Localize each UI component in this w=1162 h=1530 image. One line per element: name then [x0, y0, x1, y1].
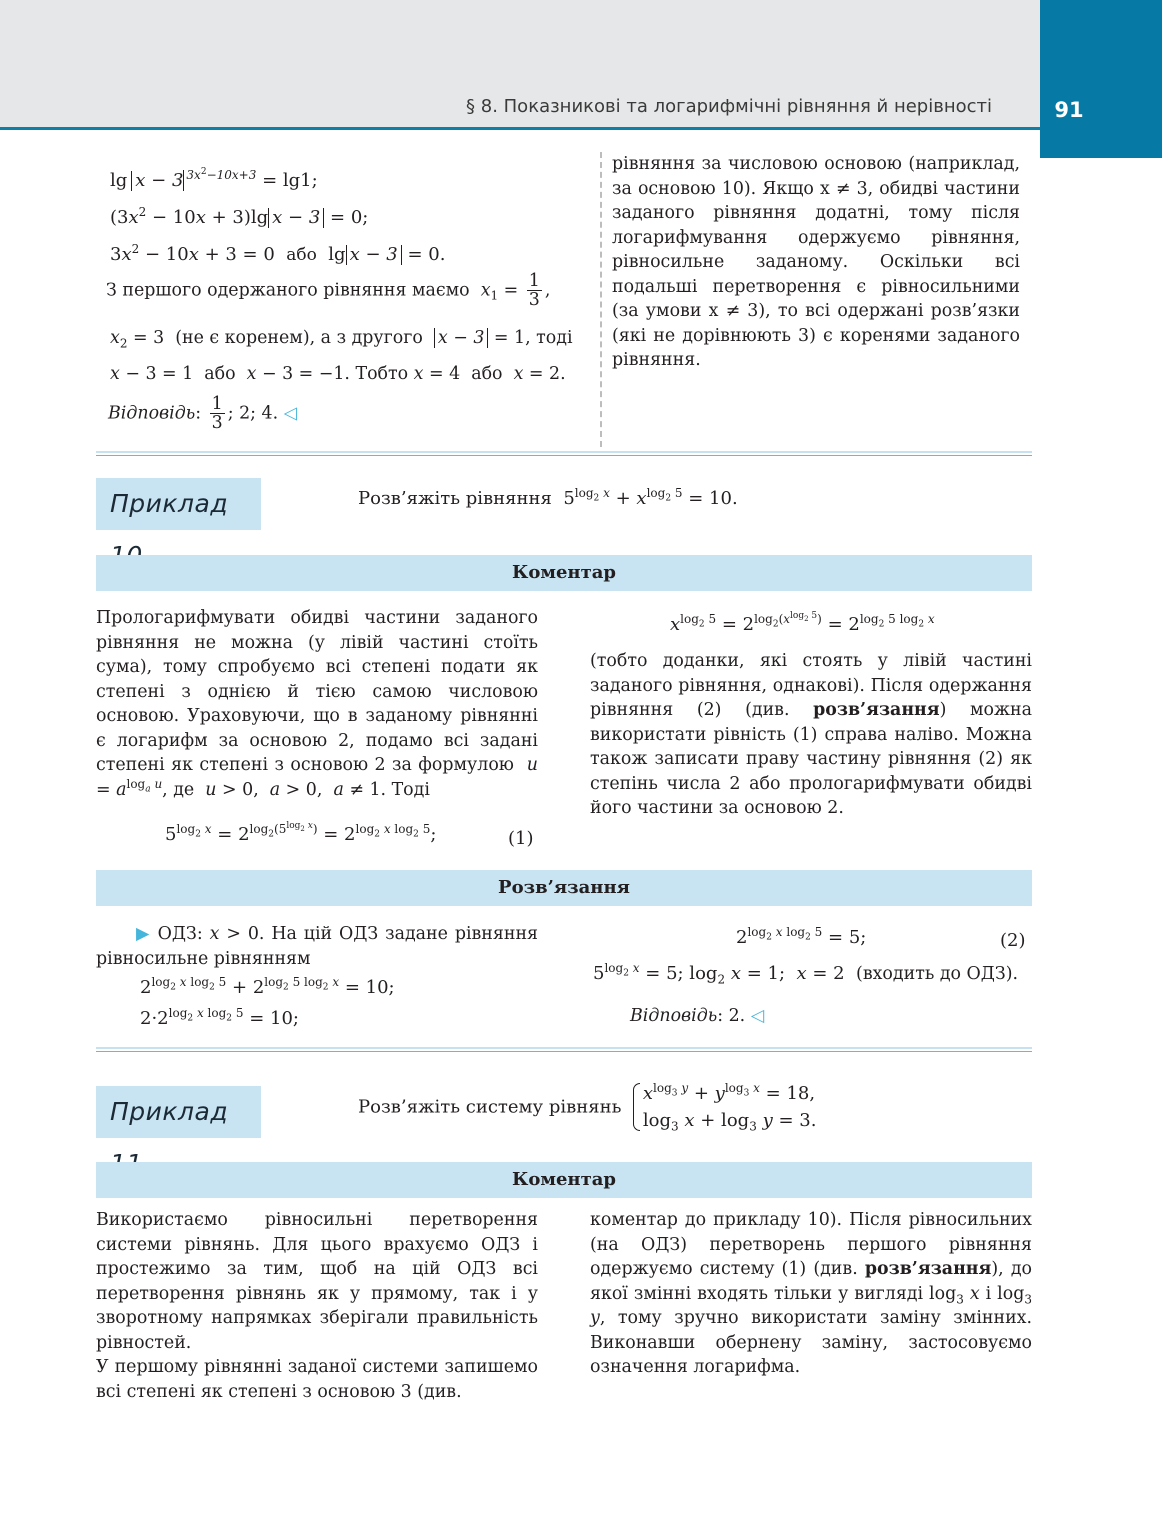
section-divider-1-line	[96, 455, 1032, 456]
example-11-comment-right: коментар до прикладу 10). Після рівносильних (на ОДЗ) перетворень першого рівняння одержуємо систему (1) (див. розв’язання), до якої змінні входять тільки у вигляді $\log_3 x$ і $\log_3 y$, тому зручно використати заміну змінних. Виконавши обернену заміну, застосовуємо означення логарифма.	[590, 1210, 1032, 1377]
formula-line-3: $3x^2 - 10x + 3 = 0$ або lg x − 3 = 0.	[110, 242, 446, 265]
comment-11-left-b: У першому рівнянні заданої системи запишемо всі степені як степені з основою 3 (див.	[96, 1357, 538, 1402]
page-number-tab	[1040, 0, 1162, 158]
running-title: § 8. Показникові та логарифмічні рівняння й нерівності	[466, 96, 992, 117]
solution-eq-b: $2\cdot 2^{log_2 x log_2 5} = 10$;	[140, 1006, 299, 1029]
example-10-comment-bar: Коментар	[96, 555, 1032, 591]
end-triangle-icon-2: ◁	[750, 1006, 765, 1026]
comment-11-right-b: ), до якої змінні входять тільки у вигляді	[590, 1259, 1032, 1304]
answer-rest: ; 2; 4.	[227, 403, 279, 424]
example-10-comment-left: Прологарифмувати обидві частини заданого рівняння не можна (у лівій частині стоїть сума), тому спробуємо всі степені подати як степені з однією й тією самою числовою основою. Ураховуючи, що в заданому рівнянні є логарифм за основою 2, подамо всі задані степені як степені з основою 2 за формулою $u = a^{log_a u}$, де u > 0, a > 0, a ≠ 1. Тоді	[96, 608, 538, 800]
section-divider-2	[96, 1047, 1032, 1049]
roots-line-1: З першого одержаного рівняння маємо $x_1$ = $\frac{1}{3}$ ,	[106, 271, 551, 311]
equation-1: $5^{log_2 x} = 2^{log_2(5^{log_2 x})} = 2^{log_2 x log_2 5}$;	[165, 821, 437, 845]
not-root-text: (не є коренем), а з другого	[175, 328, 423, 348]
then-text: , тоді	[525, 328, 573, 348]
play-triangle-icon: ▶	[136, 924, 151, 944]
equation-system: $x^{log_3 y} + y^{log_3 x} = 18$, $\log_3 x + \log_3 y = 3$.	[633, 1080, 817, 1134]
example-11-label: Приклад	[96, 1086, 261, 1138]
equation-right-top: $x^{log_2 5} = 2^{log_2(x^{log_2 5})} = 2^{log_2 5 log_2 x}$	[670, 611, 935, 635]
comment-11-right-a: коментар до прикладу 10). Після рівносильних (на ОДЗ) перетворень першого рівняння одержуємо систему (1) (див.	[590, 1210, 1032, 1279]
formula-line-2: $(3x^2 - 10x + 3)\lg$ x − 3 = 0;	[110, 205, 369, 228]
answer-rest-10: : 2.	[717, 1006, 746, 1026]
formula-line-1: lg x − 3 $^{3x^2-10x+3}$ = lg1;	[110, 167, 318, 191]
equation-2-number: (2)	[1000, 930, 1026, 951]
comment-right-bold: розв’язання	[813, 700, 940, 720]
section-divider-2-line	[96, 1051, 1032, 1052]
top-right-paragraph: рівняння за числовою основою (наприклад, за основою 10). Якщо x ≠ 3, обидві частини заданого рівняння додатні, тому після логарифмування одержуємо рівняння, рівносильне заданому. Оскільки всі подальші перетворення є рівносильними (за умови x ≠ 3), то всі одержані розв’язки (які не дорівнюють 3) є коренями заданого рівняння.	[612, 154, 1020, 370]
example-10-task: Розв’яжіть рівняння $5^{log_2 x} + x^{log_2 5} = 10$.	[358, 486, 738, 509]
comment-11-right-c: , тому зручно використати заміну змінних. Виконавши обернену заміну, застосовуємо означення логарифма.	[590, 1308, 1032, 1377]
answer-label: Відповідь	[108, 403, 196, 424]
word-or: або	[286, 245, 317, 265]
in-odz-text: (входить до ОДЗ).	[856, 964, 1019, 984]
page-number: 91	[1054, 98, 1084, 122]
example-11-task	[358, 1080, 816, 1134]
example-10-comment-right	[590, 649, 1032, 821]
that-is-text: . Тобто	[344, 364, 409, 384]
comment-11-right-and: і	[985, 1283, 992, 1304]
answer-label-10: Відповідь	[630, 1006, 718, 1026]
example-10-solution-bar: Розв’язання	[96, 870, 1032, 906]
example-11-comment-left	[96, 1208, 538, 1404]
roots-line-2: $x_2 = 3$ (не є коренем), а з другого x − 3 = 1, тоді	[110, 328, 573, 351]
end-triangle-icon: ◁	[283, 403, 298, 424]
header-rule	[0, 127, 1040, 130]
answer-example-9: Відповідь: $\frac{1}{3}$ ; 2; 4. ◁	[108, 394, 298, 434]
answer-example-10	[630, 1006, 764, 1026]
comment-right-a: (тобто доданки, які стоять у лівій частині заданого рівняння, однакові). Після одержання рівняння (2) (див.	[590, 651, 1032, 720]
then-text-10: . Тоді	[380, 779, 430, 800]
example-11-task-text: Розв’яжіть систему рівнянь	[358, 1096, 622, 1118]
solution-final-line: $5^{log_2 x} = 5$; $\log_2 x = 1$; x = 2 (входить до ОДЗ).	[593, 961, 1019, 987]
section-divider-1	[96, 451, 1032, 453]
top-right-text	[612, 152, 1020, 373]
comment-11-left-a: Використаємо рівносильні перетворення системи рівнянь. Для цього врахуємо ОДЗ і простежимо за тим, щоб на цій ОДЗ всі перетворення рівнянь як у прямому, так і у зворотному напрямках зберігали правильність рівностей.	[96, 1210, 538, 1353]
solution-left-text: ▶ ОДЗ: x > 0. На цій ОДЗ задане рівняння рівносильне рівнянням	[96, 924, 539, 969]
equation-1-number: (1)	[508, 828, 534, 849]
word-or-2: або	[204, 364, 236, 384]
comment-left-text: Прологарифмувати обидві частини заданого рівняння не можна (у лівій частині стоїть сума), тому спробуємо всі степені подати як степені з однією й тією самою числовою основою. Ураховуючи, що в заданому рівнянні є логарифм за основою 2, подамо всі задані степені як степені з основою 2 за формулою	[96, 608, 538, 775]
odz-label: ОДЗ:	[157, 924, 203, 944]
example-10-label: Приклад	[96, 478, 261, 530]
comment-right-b: ) можна використати рівність (1) справа наліво. Можна також записати праву частину рівняння (2) як степінь числа 2 або прологарифмувати обидві його частини за основою 2.	[590, 700, 1032, 818]
equation-2: $2^{log_2 x log_2 5} = 5$;	[736, 925, 867, 948]
example-10-task-text: Розв’яжіть рівняння	[358, 488, 552, 509]
example-11-comment-bar: Коментар	[96, 1162, 1032, 1198]
roots-intro: З першого одержаного рівняння маємо	[106, 280, 470, 301]
roots-line-3: x − 3 = 1 або x − 3 = −1. Тобто x = 4 або x = 2.	[110, 364, 566, 384]
odz-rest: . На цій ОДЗ задане рівняння рівносильне рівнянням	[96, 924, 539, 969]
word-or-3: або	[471, 364, 503, 384]
solution-eq-a: $2^{log_2 x log_2 5} + 2^{log_2 5 log_2 x} = 10$;	[140, 975, 395, 998]
where-text: , де	[162, 779, 195, 800]
comment-11-right-bold: розв’язання	[864, 1259, 992, 1279]
column-separator	[600, 152, 602, 447]
